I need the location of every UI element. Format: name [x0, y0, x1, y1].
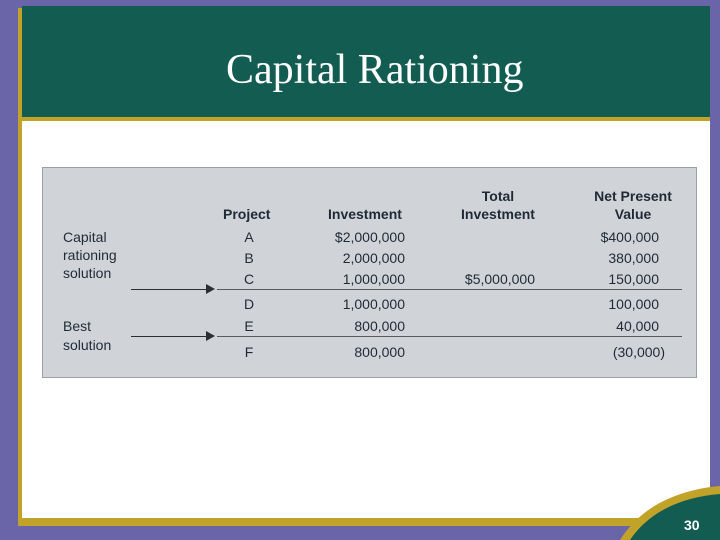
best-solution-arrow-icon: [206, 331, 215, 341]
header-total-line2: Investment: [461, 206, 535, 222]
row-b-npv: 380,000: [608, 250, 659, 266]
row-d-npv: 100,000: [608, 296, 659, 312]
row-d-project: D: [243, 296, 255, 312]
title-bar: [22, 6, 710, 121]
row-a-project: A: [244, 229, 254, 245]
label-capital-rationing-1: Capital: [63, 229, 107, 245]
row-e-investment: 800,000: [354, 318, 405, 334]
row-f-investment: 800,000: [354, 344, 405, 360]
header-project: Project: [223, 206, 271, 222]
header-investment: Investment: [328, 206, 402, 222]
capital-rationing-divider: [217, 289, 682, 290]
row-b-investment: 2,000,000: [342, 250, 405, 266]
row-e-project: E: [244, 318, 254, 334]
header-npv-line1: Net Present: [594, 188, 672, 204]
row-b-project: B: [244, 250, 254, 266]
row-c-total-investment: $5,000,000: [464, 271, 535, 287]
capital-rationing-arrow-icon: [206, 284, 215, 294]
header-total-line1: Total: [481, 188, 515, 204]
row-c-npv: 150,000: [608, 271, 659, 287]
label-best-solution-2: solution: [63, 337, 112, 353]
label-capital-rationing-3: solution: [63, 265, 112, 281]
capital-rationing-table: [42, 167, 697, 378]
row-c-project: C: [243, 271, 255, 287]
row-a-investment: $2,000,000: [334, 229, 405, 245]
label-capital-rationing-2: rationing: [63, 247, 117, 263]
slide-title: Capital Rationing: [226, 47, 524, 93]
row-f-npv: (30,000): [612, 344, 665, 360]
header-npv-line2: Value: [614, 206, 652, 222]
page-number: 30: [684, 517, 700, 533]
row-e-npv: 40,000: [616, 318, 659, 334]
label-best-solution-1: Best: [63, 318, 92, 334]
row-c-investment: 1,000,000: [342, 271, 405, 287]
row-a-npv: $400,000: [600, 229, 659, 245]
best-solution-divider: [217, 336, 682, 337]
best-solution-arrow-line: [131, 336, 207, 337]
capital-rationing-arrow-line: [131, 289, 207, 290]
row-d-investment: 1,000,000: [342, 296, 405, 312]
page-corner-badge: [620, 478, 720, 540]
row-f-project: F: [244, 344, 254, 360]
